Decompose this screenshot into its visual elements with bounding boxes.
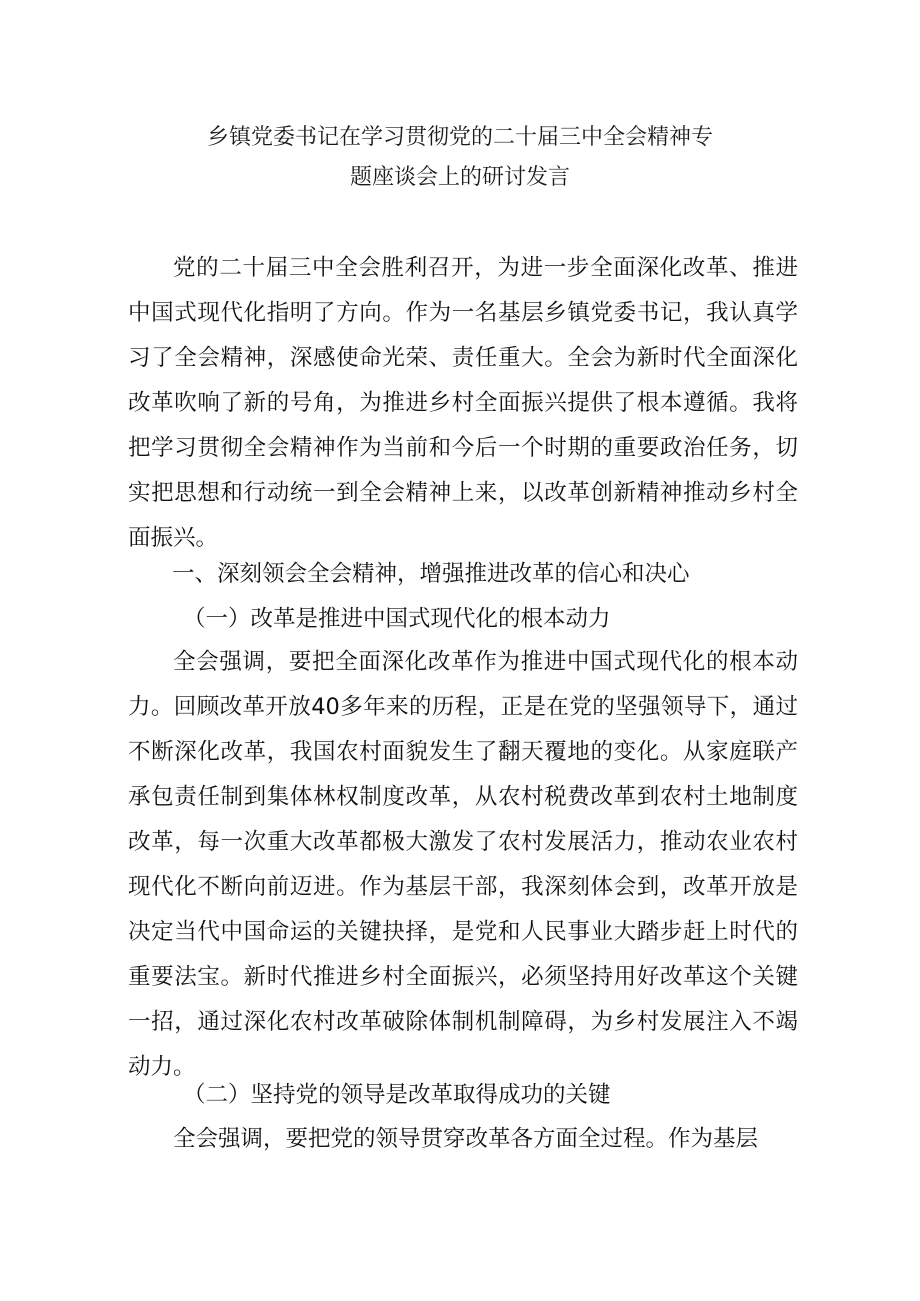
section-1-heading: 一、深刻领会全会精神，增强推进改革的信心和决心	[172, 561, 690, 587]
intro-paragraph: 党的二十届三中全会胜利召开，为进一步全面深化改革、推进中国式现代化指明了方向。作为一名基层乡镇党委书记，我认真学习了全会精神，深感使命光荣、责任重大。全会为新时代全面深化改革吹响了新的号角，为推进乡村全面振兴提供了根本遵循。我将把学习贯彻全会精神作为当前和今后一个时期的重要政治任务，切实把思想和行动统一到全会精神上来，以改革创新精神推动乡村全面振兴。	[128, 255, 798, 551]
document-title-line-1: 乡镇党委书记在学习贯彻党的二十届三中全会精神专	[206, 125, 713, 150]
subsection-1-heading: （一）改革是推进中国式现代化的根本动力	[183, 606, 611, 632]
subsection-2-paragraph: 全会强调，要把党的领导贯穿改革各方面全过程。作为基层	[173, 1126, 759, 1152]
subsection-2-heading: （二）坚持党的领导是改革取得成功的关键	[183, 1082, 611, 1108]
document-title-line-2: 题座谈会上的研讨发言	[349, 165, 570, 190]
subsection-1-paragraph: 全会强调，要把全面深化改革作为推进中国式现代化的根本动力。回顾改革开放40多年来的历程，正是在党的坚强领导下，通过不断深化改革，我国农村面貌发生了翻天覆地的变化。从家庭联产承包责任制到集体林权制度改革，从农村税费改革到农村土地制度改革，每一次重大改革都极大激发了农村发展活力，推动农业农村现代化不断向前迈进。作为基层干部，我深刻体会到，改革开放是决定当代中国命运的关键抉择，是党和人民事业大踏步赶上时代的重要法宝。新时代推进乡村全面振兴，必须坚持用好改革这个关键一招，通过深化农村改革破除体制机制障碍，为乡村发展注入不竭动力。	[128, 649, 798, 1080]
